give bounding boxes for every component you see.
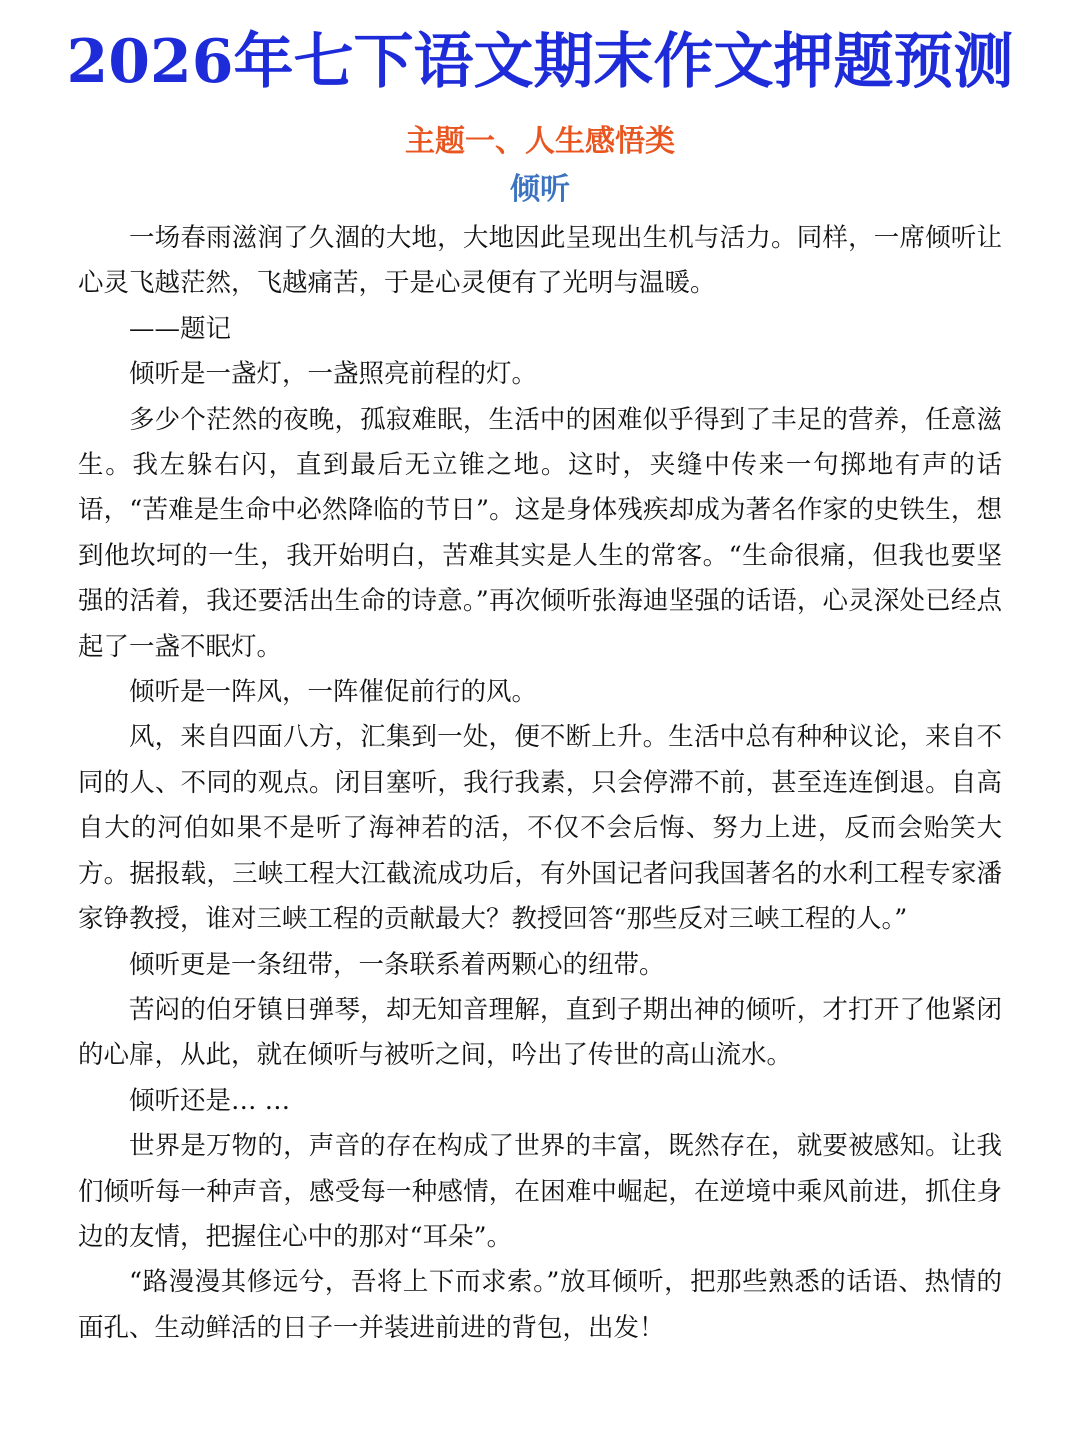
essay-paragraph: 倾听是一阵风，一阵催促前行的风。 [129,677,538,708]
theme-title: 主题一、人生感悟类 [405,124,675,159]
essay-paragraph: 世界是万物的，声音的存在构成了世界的丰富，既然存在，就要被感知。让我们倾听每一种声音，感受每一种感情，在困难中崛起，在逆境中乘风前进，抓住身边的友情，把握住心中的那对“耳朵”。 [78,1131,1002,1252]
essay-paragraph-epigraph-attribution: ——题记 [129,313,232,344]
main-title: 2026年七下语文期末作文押题预测 [66,27,1014,97]
essay-paragraph: 多少个茫然的夜晚，孤寂难眠，生活中的困难似乎得到了丰足的营养，任意滋生。我左躲右闪，直到最后无立锥之地。这时，夹缝中传来一句掷地有声的话语，“苦难是生命中必然降临的节日”。这是身体残疾却成为著名作家的史铁生，想到他坎坷的一生，我开始明白，苦难其实是人生的常客。“生命很痛，但我也要坚强的活着，我还要活出生命的诗意。”再次倾听张海迪坚强的话语，心灵深处已经点起了一盏不眠灯。 [78,404,1002,662]
essay-body [78,216,1002,1351]
essay-paragraph: 苦闷的伯牙镇日弹琴，却无知音理解，直到子期出神的倾听，才打开了他紧闭的心扉，从此，就在倾听与被听之间，吟出了传世的高山流水。 [78,994,1002,1071]
essay-paragraph: 风，来自四面八方，汇集到一处，便不断上升。生活中总有种种议论，来自不同的人、不同的观点。闭目塞听，我行我素，只会停滞不前，甚至连连倒退。自高自大的河伯如果不是听了海神若的活，不仅不会后悔、努力上进，反而会贻笑大方。据报载，三峡工程大江截流成功后，有外国记者问我国著名的水利工程专家潘家铮教授，谁对三峡工程的贡献最大？教授回答“那些反对三峡工程的人。” [78,722,1002,935]
essay-paragraph: 倾听还是… … [129,1085,291,1116]
essay-title: 倾听 [510,172,570,207]
essay-paragraph: 倾听更是一条纽带，一条联系着两颗心的纽带。 [129,949,665,980]
essay-paragraph: 倾听是一盏灯，一盏照亮前程的灯。 [129,359,538,390]
essay-paragraph-closing: “路漫漫其修远兮，吾将上下而求索。”放耳倾听，把那些熟悉的话语、热情的面孔、生动鲜活的日子一并装进前进的背包，出发！ [78,1267,1002,1343]
essay-paragraph-epigraph: 一场春雨滋润了久涸的大地，大地因此呈现出生机与活力。同样，一席倾听让心灵飞越茫然，飞越痛苦，于是心灵便有了光明与温暖。 [78,223,1002,299]
